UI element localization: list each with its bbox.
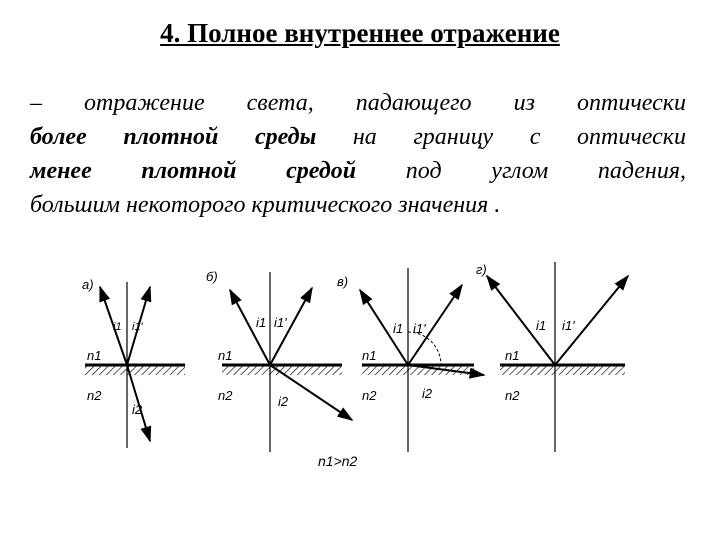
- angle-label-i2: i2: [278, 394, 289, 409]
- panel-a-diagram: [85, 282, 185, 448]
- angle-label-i1-prime: i1': [413, 321, 426, 336]
- angle-arc: [408, 332, 441, 365]
- angle-label-i1: i1: [393, 321, 404, 336]
- definition-emphasis-denser: более плотной среды: [30, 124, 317, 150]
- angle-label-i1: i1: [536, 318, 547, 333]
- definition-emphasis-less-dense: менее плотной средой: [30, 158, 357, 184]
- angle-label-i1: i1: [256, 315, 267, 330]
- medium-label-n1: n1: [505, 348, 520, 363]
- medium-label-n2: n2: [87, 388, 102, 403]
- medium-label-n2: n2: [505, 388, 520, 403]
- panel-c-diagram: [360, 268, 484, 452]
- panel-c-label: в): [337, 274, 349, 289]
- medium-label-n1: n1: [362, 348, 377, 363]
- panel-a-label: а): [82, 277, 94, 292]
- definition-line-1: – отражение света, падающего из оптически: [30, 90, 686, 116]
- refractive-index-condition: n1>n2: [318, 453, 358, 469]
- angle-label-i1: i1: [113, 321, 122, 333]
- angle-label-i1-prime: i1': [562, 318, 575, 333]
- panel-b-diagram: [222, 272, 352, 452]
- angle-label-i2: i2: [422, 386, 433, 401]
- slide-title: 4. Полное внутреннее отражение: [160, 18, 560, 48]
- medium-label-n2: n2: [218, 388, 233, 403]
- angle-label-i1-prime: i1': [274, 315, 287, 330]
- angle-label-i2: i2: [132, 402, 143, 417]
- medium-label-n2: n2: [362, 388, 377, 403]
- panel-b-label: б): [206, 269, 218, 284]
- panel-d-label: г): [476, 262, 487, 277]
- medium-label-n1: n1: [87, 348, 102, 363]
- medium-label-n1: n1: [218, 348, 233, 363]
- definition-line-4: большим некоторого критического значения .: [30, 192, 501, 218]
- definition-text-part: под углом падения,: [356, 158, 686, 184]
- definition-text-part: на границу с оптически: [316, 124, 686, 150]
- angle-label-i1-prime: i1': [132, 321, 143, 333]
